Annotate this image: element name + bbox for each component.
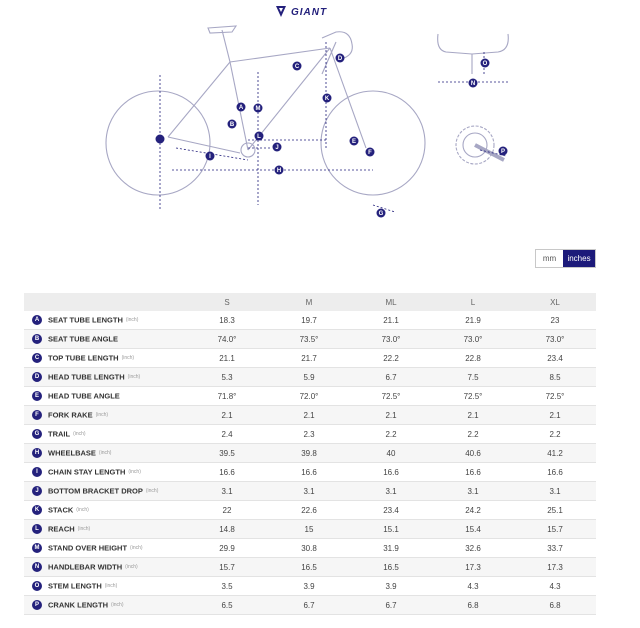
value-cell: 16.6 <box>268 463 350 482</box>
value-cell: 3.1 <box>350 482 432 501</box>
marker-n-label: N <box>470 81 476 87</box>
value-cell: 6.7 <box>268 596 350 615</box>
marker-f-label: F <box>368 150 372 156</box>
table-row <box>24 520 596 539</box>
measurement-name: TOP TUBE LENGTH <box>48 353 119 363</box>
table-row <box>24 330 596 349</box>
marker-c-label: C <box>294 64 300 70</box>
measurement-label-cell <box>24 463 186 482</box>
measurement-unit: (inch) <box>111 602 124 608</box>
value-cell: 17.3 <box>514 558 596 577</box>
table-row <box>24 425 596 444</box>
value-cell: 5.9 <box>268 368 350 387</box>
size-header: L <box>432 293 514 311</box>
value-cell: 15.1 <box>350 520 432 539</box>
value-cell: 15 <box>268 520 350 539</box>
marker-b-label: B <box>229 122 235 128</box>
value-cell: 6.8 <box>432 596 514 615</box>
table-row <box>24 577 596 596</box>
value-cell: 18.3 <box>186 311 268 330</box>
value-cell: 3.5 <box>186 577 268 596</box>
measurement-unit: (inch) <box>76 507 89 513</box>
value-cell: 7.5 <box>432 368 514 387</box>
measurement-name: BOTTOM BRACKET DROP <box>48 486 143 496</box>
value-cell: 23.4 <box>514 349 596 368</box>
value-cell: 2.4 <box>186 425 268 444</box>
giant-logo <box>276 6 327 18</box>
value-cell: 14.8 <box>186 520 268 539</box>
bike-geometry-diagram <box>0 0 640 240</box>
geometry-table-body <box>24 311 596 615</box>
letter-badge: G <box>32 429 42 439</box>
value-cell: 24.2 <box>432 501 514 520</box>
measurement-label-cell <box>24 387 186 406</box>
value-cell: 15.4 <box>432 520 514 539</box>
table-row <box>24 501 596 520</box>
table-row <box>24 368 596 387</box>
value-cell: 16.5 <box>268 558 350 577</box>
value-cell: 16.5 <box>350 558 432 577</box>
measurement-name: STEM LENGTH <box>48 581 102 591</box>
value-cell: 21.7 <box>268 349 350 368</box>
value-cell: 3.1 <box>268 482 350 501</box>
measurement-label-cell <box>24 520 186 539</box>
measurement-unit: (inch) <box>73 431 86 437</box>
value-cell: 39.5 <box>186 444 268 463</box>
value-cell: 2.3 <box>268 425 350 444</box>
value-cell: 21.9 <box>432 311 514 330</box>
value-cell: 15.7 <box>186 558 268 577</box>
measurement-label-cell <box>24 539 186 558</box>
marker-a-label: A <box>238 105 244 111</box>
letter-badge: N <box>32 562 42 572</box>
measurement-label-cell <box>24 596 186 615</box>
marker-k-label: K <box>324 96 330 102</box>
value-cell: 17.3 <box>432 558 514 577</box>
value-cell: 72.0° <box>268 387 350 406</box>
size-header: M <box>268 293 350 311</box>
measurement-name: STACK <box>48 505 74 515</box>
value-cell: 4.3 <box>432 577 514 596</box>
size-header: XL <box>514 293 596 311</box>
measurement-label-cell <box>24 368 186 387</box>
value-cell: 5.3 <box>186 368 268 387</box>
value-cell: 72.5° <box>432 387 514 406</box>
measurement-name: CHAIN STAY LENGTH <box>48 467 126 477</box>
value-cell: 16.6 <box>186 463 268 482</box>
marker-g-label: G <box>378 211 384 217</box>
letter-badge: L <box>32 524 42 534</box>
marker-e-label: E <box>351 139 357 145</box>
marker-j-label: J <box>275 145 279 151</box>
marker-p-label: P <box>500 149 506 155</box>
value-cell: 6.5 <box>186 596 268 615</box>
value-cell: 22 <box>186 501 268 520</box>
marker-l-label: L <box>257 134 261 140</box>
table-row <box>24 406 596 425</box>
value-cell: 23.4 <box>350 501 432 520</box>
measurement-name: FORK RAKE <box>48 410 93 420</box>
marker-m-label: M <box>255 106 261 112</box>
table-row <box>24 463 596 482</box>
value-cell: 3.9 <box>350 577 432 596</box>
table-row <box>24 558 596 577</box>
table-row <box>24 387 596 406</box>
letter-badge: J <box>32 486 42 496</box>
letter-badge: B <box>32 334 42 344</box>
value-cell: 33.7 <box>514 539 596 558</box>
measurement-unit: (inch) <box>98 450 112 456</box>
measurement-name: STAND OVER HEIGHT <box>48 543 128 553</box>
letter-badge: O <box>32 581 42 591</box>
measurement-unit: (inch) <box>125 564 138 570</box>
front-wheel <box>321 91 425 195</box>
value-cell: 22.2 <box>350 349 432 368</box>
letter-badge: E <box>32 391 42 401</box>
measurement-label-cell <box>24 558 186 577</box>
marker-o-label: O <box>482 61 488 67</box>
value-cell: 3.1 <box>186 482 268 501</box>
value-cell: 3.1 <box>514 482 596 501</box>
measurement-label-cell <box>24 444 186 463</box>
value-cell: 72.5° <box>350 387 432 406</box>
dimension-lines <box>160 42 395 212</box>
measurement-unit: (inch) <box>128 469 141 475</box>
value-cell: 73.0° <box>350 330 432 349</box>
measurement-unit: (inch) <box>125 317 139 323</box>
value-cell: 15.7 <box>514 520 596 539</box>
measurement-label-cell <box>24 406 186 425</box>
value-cell: 73.0° <box>432 330 514 349</box>
measurement-label-cell <box>24 330 186 349</box>
value-cell: 2.2 <box>432 425 514 444</box>
handlebar-top-view <box>438 34 509 82</box>
unit-mm-button[interactable]: mm <box>536 250 563 267</box>
value-cell: 19.7 <box>268 311 350 330</box>
letter-badge: P <box>32 600 42 610</box>
value-cell: 2.2 <box>350 425 432 444</box>
measurement-name: TRAIL <box>48 429 71 439</box>
measurement-unit: (inch) <box>121 355 135 361</box>
letter-badge: C <box>32 353 42 363</box>
value-cell: 22.6 <box>268 501 350 520</box>
value-cell: 31.9 <box>350 539 432 558</box>
size-header: S <box>186 293 268 311</box>
value-cell: 2.1 <box>268 406 350 425</box>
value-cell: 21.1 <box>350 311 432 330</box>
value-cell: 73.0° <box>514 330 596 349</box>
header-measurement <box>24 293 186 311</box>
table-row <box>24 311 596 330</box>
measurement-unit: (inch) <box>104 583 118 589</box>
measurement-name: REACH <box>48 524 75 534</box>
value-cell: 41.2 <box>514 444 596 463</box>
value-cell: 40.6 <box>432 444 514 463</box>
value-cell: 8.5 <box>514 368 596 387</box>
measurement-unit: (inch) <box>145 488 159 494</box>
value-cell: 74.0° <box>186 330 268 349</box>
value-cell: 30.8 <box>268 539 350 558</box>
value-cell: 25.1 <box>514 501 596 520</box>
table-row <box>24 482 596 501</box>
measurement-name: HEAD TUBE ANGLE <box>48 391 120 401</box>
measurement-label-cell <box>24 425 186 444</box>
measurement-unit: (inch) <box>77 526 91 532</box>
value-cell: 23 <box>514 311 596 330</box>
table-row <box>24 596 596 615</box>
value-cell: 6.8 <box>514 596 596 615</box>
value-cell: 71.8° <box>186 387 268 406</box>
letter-badge: H <box>32 448 42 458</box>
measurement-name: SEAT TUBE ANGLE <box>48 334 119 344</box>
value-cell: 16.6 <box>432 463 514 482</box>
value-cell: 16.6 <box>350 463 432 482</box>
unit-inches-button[interactable]: inches <box>563 250 595 267</box>
size-header-row <box>24 293 596 311</box>
table-row <box>24 539 596 558</box>
value-cell: 4.3 <box>514 577 596 596</box>
measurement-label-cell <box>24 349 186 368</box>
letter-badge: I <box>32 467 42 477</box>
marker-h-label: H <box>276 168 282 174</box>
value-cell: 6.7 <box>350 368 432 387</box>
value-cell: 32.6 <box>432 539 514 558</box>
measurement-label-cell <box>24 577 186 596</box>
value-cell: 39.8 <box>268 444 350 463</box>
letter-badge: F <box>32 410 42 420</box>
marker-i-label: I <box>209 154 211 160</box>
crankset-view <box>456 126 506 164</box>
measurement-label-cell <box>24 311 186 330</box>
measurement-name: HANDLEBAR WIDTH <box>48 562 123 572</box>
measurement-unit: (inch) <box>130 545 143 551</box>
value-cell: 73.5° <box>268 330 350 349</box>
value-cell: 21.1 <box>186 349 268 368</box>
value-cell: 2.1 <box>186 406 268 425</box>
value-cell: 72.5° <box>514 387 596 406</box>
value-cell: 2.2 <box>514 425 596 444</box>
value-cell: 29.9 <box>186 539 268 558</box>
letter-badge: D <box>32 372 42 382</box>
value-cell: 40 <box>350 444 432 463</box>
size-header: ML <box>350 293 432 311</box>
value-cell: 2.1 <box>514 406 596 425</box>
value-cell: 6.7 <box>350 596 432 615</box>
value-cell: 2.1 <box>432 406 514 425</box>
measurement-unit: (inch) <box>95 412 109 418</box>
letter-badge: K <box>32 505 42 515</box>
letter-badge: A <box>32 315 42 325</box>
table-row <box>24 349 596 368</box>
value-cell: 3.1 <box>432 482 514 501</box>
marker-d-label: D <box>337 56 343 62</box>
measurement-name: SEAT TUBE LENGTH <box>48 315 123 325</box>
geometry-table <box>24 293 596 615</box>
measurement-name: CRANK LENGTH <box>48 600 108 610</box>
measurement-unit: (inch) <box>127 374 141 380</box>
value-cell: 22.8 <box>432 349 514 368</box>
measurement-name: HEAD TUBE LENGTH <box>48 372 125 382</box>
value-cell: 2.1 <box>350 406 432 425</box>
measurement-label-cell <box>24 501 186 520</box>
value-cell: 3.9 <box>268 577 350 596</box>
measurement-name: WHEELBASE <box>48 448 96 458</box>
marker-q-axis <box>156 135 165 144</box>
unit-toggle <box>535 249 596 268</box>
table-row <box>24 444 596 463</box>
measurement-label-cell <box>24 482 186 501</box>
value-cell: 16.6 <box>514 463 596 482</box>
diagram-letter-markers <box>156 54 508 218</box>
letter-badge: M <box>32 543 42 553</box>
giant-logo-text: GIANT <box>291 7 328 18</box>
